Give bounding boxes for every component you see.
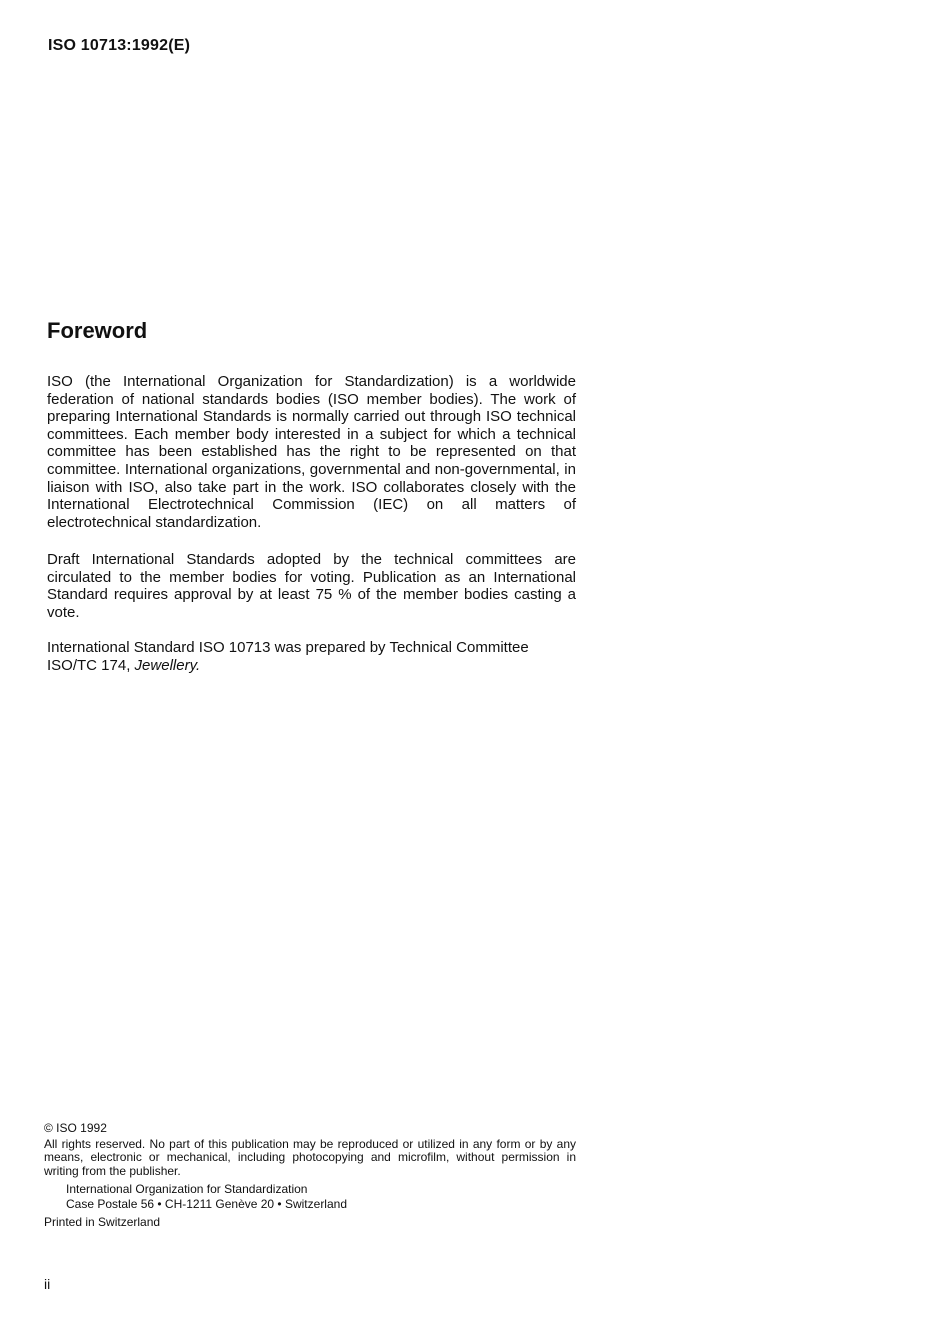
- copyright-notice: [44, 1122, 576, 1230]
- foreword-paragraph-3: [47, 639, 576, 674]
- document-identifier: ISO 10713:1992(E): [48, 37, 191, 54]
- foreword-heading: Foreword: [47, 318, 148, 343]
- page-number: ii: [44, 1276, 51, 1292]
- rights-statement: All rights reserved. No part of this publication may be reproduced or utilized in any form or by any means, electronic or mechanical, including photocopying and microfilm, without permission in writing from the publisher.: [44, 1136, 576, 1178]
- foreword-paragraph-1: ISO (the International Organization for Standardization) is a worldwide federation of national standards bodies (ISO member bodies). The work of preparing International Standards is normally carried out through ISO technical committees. Each member body interested in a subject for which a technical committee has been established has the right to be represented on that committee. International organizations, governmental and non-governmental, in liaison with ISO, also take part in the work. ISO collaborates closely with the International Electrotechnical Commission (IEC) on all matters of electrotechnical standardization.: [47, 373, 576, 531]
- committee-name: Jewellery.: [134, 656, 201, 674]
- publisher-postal-address: Case Postale 56 • CH-1211 Genève 20 • Switzerland: [66, 1197, 347, 1212]
- publisher-name: International Organization for Standardization: [66, 1182, 308, 1197]
- copyright-line: © ISO 1992: [44, 1121, 107, 1135]
- foreword-paragraph-3-text: International Standard ISO 10713 was prepared by Technical Committee ISO/TC 174,: [47, 639, 529, 674]
- publisher-address: [44, 1182, 576, 1212]
- printed-location: Printed in Switzerland: [44, 1215, 161, 1230]
- foreword-paragraph-2: Draft International Standards adopted by the technical committees are circulated to the member bodies for voting. Publication as an International Standard requires approval by at least 75 % of the member bodies casting a vote.: [47, 551, 576, 621]
